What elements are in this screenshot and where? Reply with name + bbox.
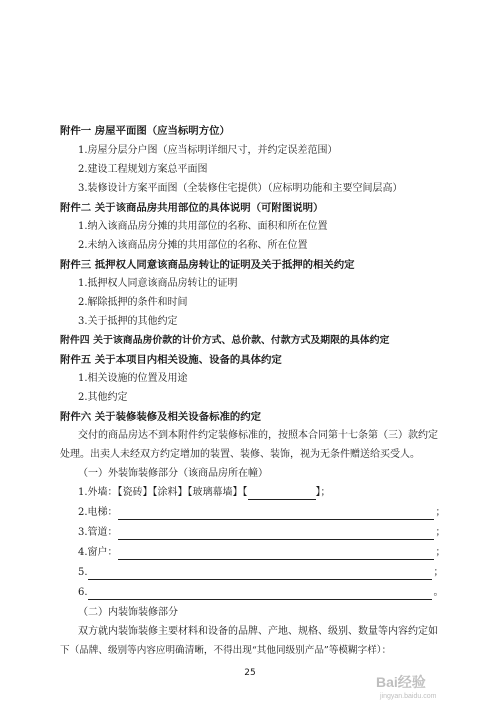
attachment-2-title: 附件二 关于该商品房共用部位的具体说明（可附图说明） xyxy=(60,202,324,214)
fill-item-label: 5. xyxy=(78,567,88,578)
watermark-subtext: jingyan.baidu.com xyxy=(380,693,437,700)
attachment-2-item: 1.纳入该商品房分摊的共用部位的名称、面积和所在位置 xyxy=(78,221,328,232)
attachment-5-item: 2.其他约定 xyxy=(78,392,128,403)
fill-item-blank[interactable] xyxy=(88,588,432,600)
fill-item-label: 6. xyxy=(78,587,88,598)
attachment-3-item: 1.抵押权人同意该商品房转让的证明 xyxy=(78,278,238,289)
fill-item-blank[interactable] xyxy=(118,508,434,520)
interior-section-title: （二）内装饰装修部分 xyxy=(78,607,178,618)
attachment-1-item: 3.装修设计方案平面图（全装修住宅提供）（应标明功能和主要空间层高） xyxy=(78,183,403,194)
attachment-5-title: 附件五 关于本项目内相关设施、设备的具体约定 xyxy=(60,354,282,366)
pipe-row xyxy=(78,526,446,540)
attachment-5-item: 1.相关设施的位置及用途 xyxy=(78,373,188,384)
attachment-6-paragraph-line: 交付的商品房达不到本附件约定装修标准的，按照本合同第十七条第（三）款约定 xyxy=(78,430,438,441)
attachment-6-paragraph-line: 处理。出卖人未经双方约定增加的装置、装修、装饰，视为无条件赠送给买受人。 xyxy=(60,449,420,460)
exterior-wall-label: 1.外墙：【瓷砖】【涂料】【玻璃幕墙】【 xyxy=(78,487,248,498)
baidu-watermark-logo xyxy=(372,669,492,701)
fill-item-blank[interactable] xyxy=(118,528,434,540)
window-row xyxy=(78,546,446,560)
fill-item-end: ； xyxy=(433,567,444,578)
fill-item-end: ； xyxy=(435,507,446,518)
fill-item-end: 。 xyxy=(433,587,444,598)
attachment-6-title: 附件六 关于装修装修及相关设备标准的约定 xyxy=(60,411,262,423)
fill-item-blank[interactable] xyxy=(88,568,432,580)
elevator-row xyxy=(78,506,446,520)
interior-paragraph-line: 双方就内装饰装修主要材料和设备的品牌、产地、规格、级别、数量等内容约定如 xyxy=(78,626,438,637)
other-row-6 xyxy=(78,586,444,600)
attachment-1-item: 2.建设工程规划方案总平面图 xyxy=(78,164,208,175)
exterior-wall-end: 】； xyxy=(315,487,331,498)
exterior-wall-blank[interactable] xyxy=(248,488,316,500)
other-row-5 xyxy=(78,566,444,580)
fill-item-label: 4.窗户： xyxy=(78,547,118,558)
attachment-2-item: 2.未纳入该商品房分摊的共用部位的名称、所在位置 xyxy=(78,240,308,251)
exterior-wall-row xyxy=(78,486,331,500)
attachment-1-item: 1.房屋分层分户图（应当标明详细尺寸，并约定误差范围） xyxy=(78,145,338,156)
attachment-4-title: 附件四 关于该商品房价款的计价方式、总价款、付款方式及期限的具体约定 xyxy=(60,335,390,346)
page-number: 25 xyxy=(244,668,256,678)
attachment-3-title: 附件三 抵押权人同意该商品房转让的证明及关于抵押的相关约定 xyxy=(60,259,355,271)
fill-item-blank[interactable] xyxy=(118,548,434,560)
fill-item-end: ； xyxy=(435,547,446,558)
attachment-3-item: 2.解除抵押的条件和时间 xyxy=(78,297,188,308)
fill-item-label: 3.管道： xyxy=(78,527,118,538)
fill-item-end: ； xyxy=(435,527,446,538)
attachment-3-item: 3.关于抵押的其他约定 xyxy=(78,316,178,327)
attachment-1-title: 附件一 房屋平面图（应当标明方位） xyxy=(60,125,230,137)
exterior-section-title: （一）外装饰装修部分（该商品房所在幢） xyxy=(78,468,268,479)
watermark-text: Bai经验 xyxy=(376,674,426,690)
interior-paragraph-line: 下（品牌、级别等内容应明确清晰，不得出现“其他同级别产品”等模糊字样）： xyxy=(60,645,392,656)
fill-item-label: 2.电梯： xyxy=(78,507,118,518)
